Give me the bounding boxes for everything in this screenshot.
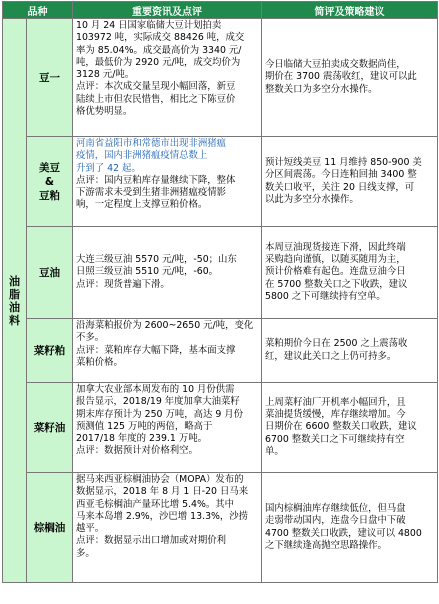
- table-row: [3, 137, 438, 227]
- news-text: 据马来西亚棕榈油协会（MOPA）发布的 数据显示，2018 年 8 月 1 日-20 日马来 西亚毛棕榈油产量环比增 5.4%。其中 马来本岛增 2.9%，沙巴增 13.3%，沙捞 越平。 点评：数据显示出口增加或对期价利 多。: [76, 474, 249, 559]
- advice-cell: [262, 227, 438, 319]
- table-row: [3, 319, 438, 383]
- table-row: [3, 227, 438, 319]
- category-label: [3, 19, 27, 583]
- product-label: 棕榈油: [27, 473, 73, 583]
- category-char: 脂: [9, 287, 20, 301]
- advice-text: 国内棕榈油库存继续低位，但马盘 走弱带动国内，连盘今日盘中下破 4700 整数关口收跌，建议可以 4800 之下继续逢高抛空思路操作。: [265, 502, 422, 551]
- news-cell: [73, 319, 262, 383]
- advice-text: 本周豆油现货接连下滑，因此终端 采购趋向谨慎，以随买随用为主， 预计价格难有起色。连盘豆油今日 在 5700 整数关口之下收跌，建议 5800 之下可继续持有空单。: [265, 241, 408, 302]
- strategy-table: [2, 1, 438, 583]
- table-row: [3, 473, 438, 583]
- advice-cell: [262, 137, 438, 227]
- news-cell: [73, 227, 262, 319]
- news-highlight-text: 河南省益阳市和常德市出现非洲猪瘟 疫情，国内非洲猪瘟疫情总数上 升到了 42 起。: [76, 138, 227, 174]
- news-text: 点评：国内豆粕库存量继续下降，整体 下游需求未受到生猪非洲猪瘟疫情影 响，一定程度上支撑豆粕价格。: [76, 174, 236, 211]
- product-label-line: &: [44, 175, 55, 188]
- advice-cell: [262, 19, 438, 137]
- advice-cell: [262, 383, 438, 473]
- table-row: [3, 383, 438, 473]
- news-cell: [73, 19, 262, 137]
- table-row: [3, 19, 438, 137]
- category-char: 油: [9, 274, 20, 288]
- product-label: 菜籽油: [27, 383, 73, 473]
- advice-text: 今日临储大豆拍卖成交数据尚佳， 期价在 3700 震荡收红，建议可以此 整数关口为多空分水操作。: [265, 59, 417, 95]
- news-text: 大连三级豆油 5570 元/吨，-50；山东 日照三级豆油 5510 元/吨，-60。 点评：现货普遍下滑。: [76, 254, 237, 290]
- advice-text: 菜粕期价今日在 2500 之上震荡收 红，建议此关口之上仍可持多。: [265, 338, 408, 362]
- category-char: 油: [9, 300, 20, 314]
- news-text: 10 月 24 日国家临储大豆计划拍卖 103972 吨，实际成交 88426 吨，成交 率为 85.04%。成交最高价为 3340 元/ 吨，最低价为 2920 元/吨，成交均价为 3128 元/吨。 点评：本次成交量呈现小幅回落，新豆 陆续上市但农民惜售，相比之下陈豆价 格优势明显。: [76, 20, 245, 118]
- product-label-line: 美豆: [39, 161, 60, 174]
- product-label: 豆油: [27, 227, 73, 319]
- advice-cell: [262, 319, 438, 383]
- product-label: 菜籽粕: [27, 319, 73, 383]
- news-cell: [73, 383, 262, 473]
- news-text: 加拿大农业部本周发布的 10 月份供需 报告显示，2018/19 年度加拿大油菜籽 期末库存预计为 250 万吨，高达 9 月份 预测值 125 万吨的两倍，略高于 2017/18 年度的 239.1 万吨。 点评：数据预计对价格利空。: [76, 384, 244, 457]
- advice-text: 预计短线美豆 11 月维持 850-900 美 分区间震荡。今日连粕回抽 3400 整 数关口收平，关注 20 日线支撑，可 以此为多空分水操作。: [265, 156, 422, 205]
- news-text: 沿海菜粕报价为 2600~2650 元/吨，变化 不多。 点评：菜粕库存大幅下降，基本面支撑 菜粕价格。: [76, 320, 254, 368]
- category-char: 料: [9, 313, 20, 327]
- product-label-line: 豆粕: [39, 189, 60, 202]
- product-label: 豆一: [27, 19, 73, 137]
- news-cell: [73, 137, 262, 227]
- header-news: 重要资讯及点评: [73, 2, 262, 19]
- header-variety: 品种: [3, 2, 73, 19]
- news-cell: [73, 473, 262, 583]
- advice-text: 上周菜籽油厂开机率小幅回升，且 菜油提货缓慢，库存继续增加。今 日期价在 6600 整数关口收跌，建议 6700 整数关口之下可继续持有空 单。: [265, 396, 417, 457]
- header-advice: 简评及策略建议: [262, 2, 438, 19]
- advice-cell: [262, 473, 438, 583]
- table-header-row: [3, 2, 438, 19]
- product-label: [27, 137, 73, 227]
